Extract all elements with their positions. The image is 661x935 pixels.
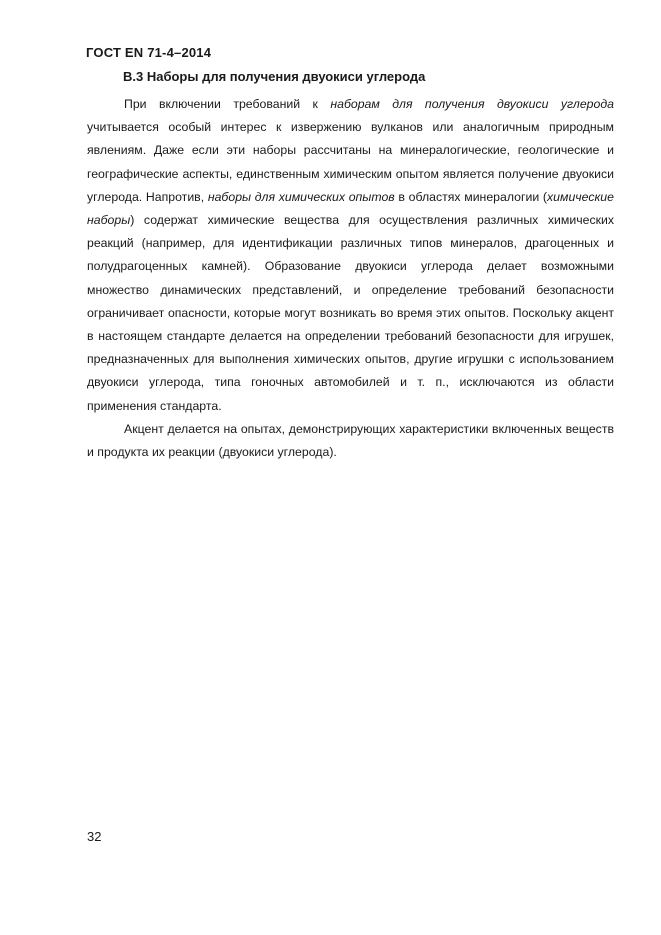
document-code-header: ГОСТ EN 71-4–2014	[86, 45, 212, 60]
paragraph-1-text-d: ) содержат химические вещества для осуществления различных химических реакций (например, для идентификации различных типов минералов, драгоценных и полудрагоценных камней). Образование двуокиси углерода делает возможными множество динамических представлений, и определение требований безопасности ограничивает опасности, которые могут возникать во время этих опытов. Поскольку акцент в настоящем стандарте делается на определении требований безопасности для игрушек, предназначенных для выполнения химических опытов, другие игрушки с использованием двуокиси углерода, типа гоночных автомобилей и т. п., исключаются из области применения стандарта.	[87, 213, 614, 413]
paragraph-1-text-a: При включении требований к	[124, 97, 331, 111]
page-number: 32	[87, 829, 102, 844]
body-text	[87, 93, 614, 464]
paragraph-2: Акцент делается на опытах, демонстрирующих характеристики включенных веществ и продукта их реакции (двуокиси углерода).	[87, 421, 614, 460]
italic-term-co2-kits: наборам для получения двуокиси углерода	[330, 97, 614, 111]
paragraph-1-text-c: в областях минералогии (	[394, 189, 548, 204]
italic-term-chemistry-sets: наборы для химических опытов	[207, 189, 395, 204]
paragraph-1	[87, 93, 614, 418]
italic-term-chemical-kits: химические наборы	[87, 189, 614, 228]
paragraph-1-text-b: учитывается особый интерес к извержению вулканов или аналогичным природным явлениям. Даже если эти наборы рассчитаны на минералогические, геологические и географические аспекты, единственным химическим опытом является получение двуокиси углерода. Напротив,	[87, 120, 614, 204]
section-title: В.3 Наборы для получения двуокиси углерода	[123, 69, 426, 84]
